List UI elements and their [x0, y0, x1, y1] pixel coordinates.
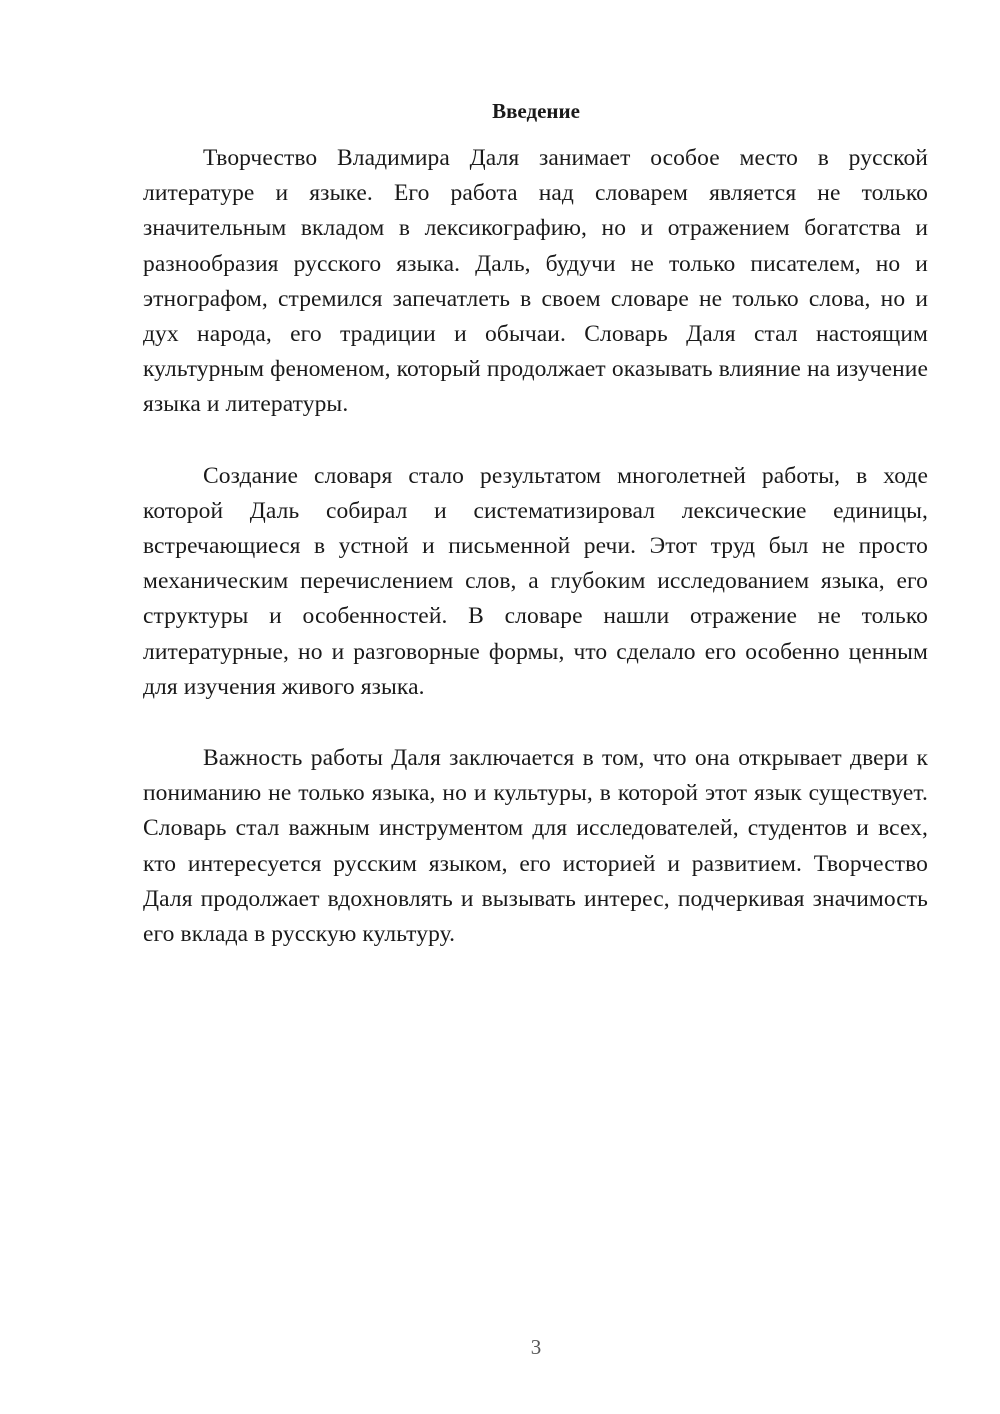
section-heading: Введение: [492, 99, 580, 123]
page-number: 3: [530, 1335, 542, 1359]
body-text: [143, 141, 928, 988]
paragraph-3: Важность работы Даля заключается в том, что она открывает двери к пониманию не только языка, но и культуры, в которой этот язык существует. Словарь стал важным инструментом для исследователей, студентов и всех, кто интересуется русским языком, его историей и развитием. Творчество Даля продолжает вдохновлять и вызывать интерес, подчеркивая значимость его вклада в русскую культуру.: [143, 745, 928, 948]
paragraph-2: Создание словаря стало результатом многолетней работы, в ходе которой Даль собирал и систематизировал лексические единицы, встречающиеся в устной и письменной речи. Этот труд был не просто механическим перечислением слов, а глубоким исследованием языка, его структуры и особенностей. В словаре нашли отражение не только литературные, но и разговорные формы, что сделало его особенно ценным для изучения живого языка.: [143, 462, 928, 700]
paragraph-1: Творчество Владимира Даля занимает особое место в русской литературе и языке. Его работа над словарем является не только значительным вкладом в лексикографию, но и отражением богатства и разнообразия русского языка. Даль, будучи не только писателем, но и этнографом, стремился запечатлеть в своем словаре не только слова, но и дух народа, его традиции и обычаи. Словарь Даля стал настоящим культурным феноменом, который продолжает оказывать влияние на изучение языка и литературы.: [143, 145, 928, 418]
